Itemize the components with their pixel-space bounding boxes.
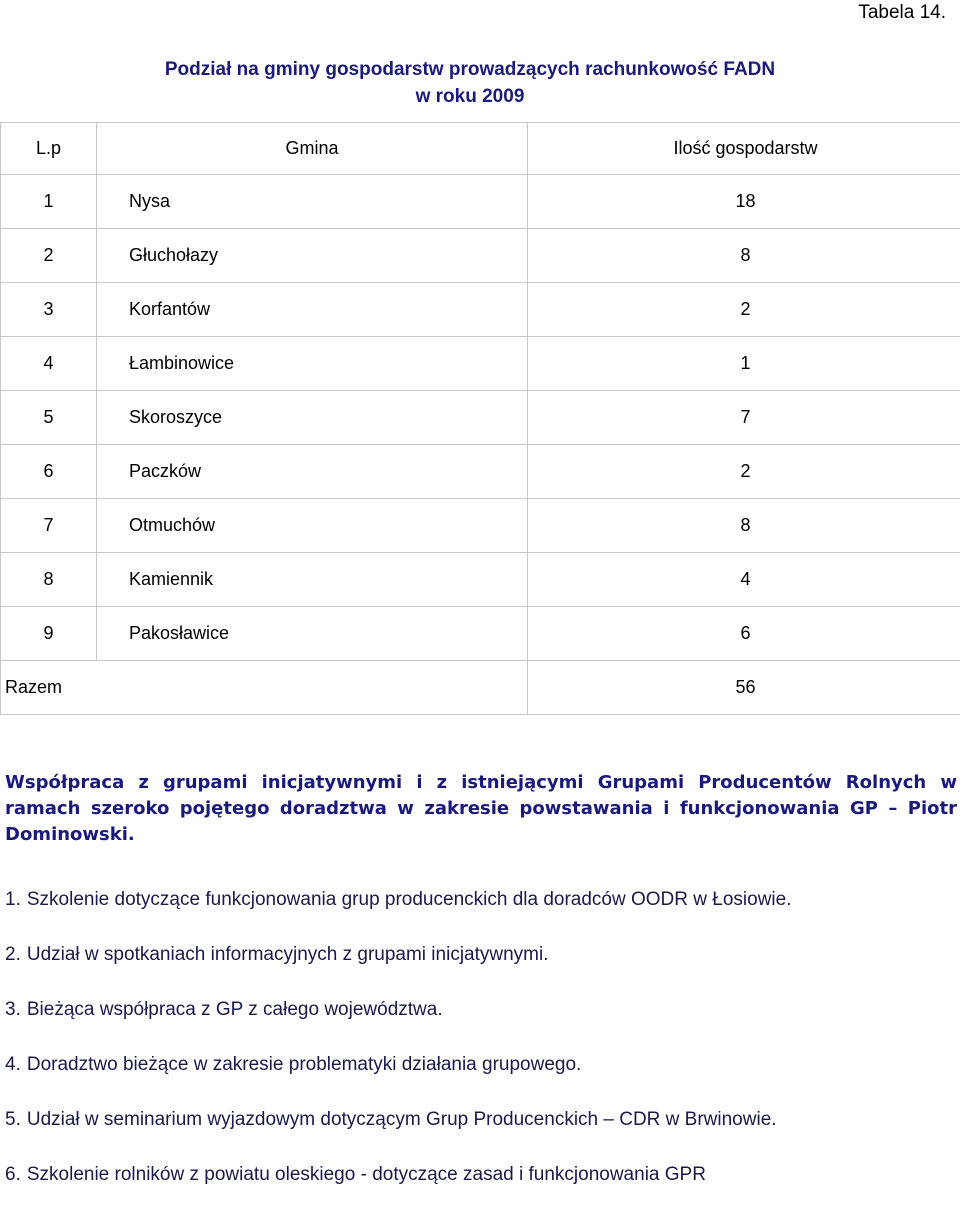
- item-text: Bieżąca współpraca z GP z całego województwa.: [27, 999, 443, 1020]
- cell-lp: 9: [1, 607, 97, 661]
- activity-list: [5, 880, 955, 1210]
- list-item: [5, 935, 955, 990]
- cell-gmina: Pakosławice: [97, 607, 528, 661]
- cell-gmina: Otmuchów: [97, 499, 528, 553]
- cell-ilosc: 1: [528, 337, 960, 391]
- item-number: 5.: [5, 1100, 21, 1140]
- table-row: [1, 283, 960, 337]
- header-gmina: Gmina: [97, 123, 528, 175]
- cell-lp: 8: [1, 553, 97, 607]
- cell-ilosc: 8: [528, 229, 960, 283]
- table-row: [1, 391, 960, 445]
- table-row: [1, 175, 960, 229]
- table-row: [1, 445, 960, 499]
- table-row: [1, 499, 960, 553]
- fadn-farms-table: [0, 122, 960, 715]
- cell-ilosc: 18: [528, 175, 960, 229]
- item-text: Udział w spotkaniach informacyjnych z grupami inicjatywnymi.: [27, 944, 549, 965]
- cell-ilosc: 2: [528, 445, 960, 499]
- cell-lp: 1: [1, 175, 97, 229]
- table-header-row: [1, 123, 960, 175]
- table-number-label: Tabela 14.: [858, 2, 946, 24]
- list-item: [5, 880, 955, 935]
- cell-gmina: Głuchołazy: [97, 229, 528, 283]
- item-number: 1.: [5, 880, 21, 920]
- cell-ilosc: 2: [528, 283, 960, 337]
- list-item: [5, 1100, 955, 1155]
- list-item: [5, 1155, 955, 1210]
- total-label: Razem: [1, 661, 528, 715]
- cell-gmina: Łambinowice: [97, 337, 528, 391]
- total-value: 56: [528, 661, 960, 715]
- header-ilosc: Ilość gospodarstw: [528, 123, 960, 175]
- cell-ilosc: 8: [528, 499, 960, 553]
- table-row: [1, 229, 960, 283]
- cell-lp: 2: [1, 229, 97, 283]
- cell-gmina: Paczków: [97, 445, 528, 499]
- header-lp: L.p: [1, 123, 97, 175]
- item-text: Udział w seminarium wyjazdowym dotyczącym Grup Producenckich – CDR w Brwinowie.: [27, 1109, 777, 1130]
- document-title: [0, 56, 960, 110]
- cell-ilosc: 6: [528, 607, 960, 661]
- item-text: Szkolenie dotyczące funkcjonowania grup producenckich dla doradców OODR w Łosiowie.: [27, 889, 792, 910]
- cell-gmina: Kamiennik: [97, 553, 528, 607]
- item-number: 2.: [5, 935, 21, 975]
- cell-gmina: Korfantów: [97, 283, 528, 337]
- table-row: [1, 553, 960, 607]
- cell-lp: 6: [1, 445, 97, 499]
- item-text: Szkolenie rolników z powiatu oleskiego - dotyczące zasad i funkcjonowania GPR: [27, 1164, 706, 1185]
- table-row: [1, 607, 960, 661]
- title-line-2: w roku 2009: [0, 83, 960, 110]
- cell-lp: 4: [1, 337, 97, 391]
- cell-lp: 3: [1, 283, 97, 337]
- cell-gmina: Skoroszyce: [97, 391, 528, 445]
- section-heading: Współpraca z grupami inicjatywnymi i z istniejącymi Grupami Producentów Rolnych w ramach szeroko pojętego doradztwa w zakresie powstawania i funkcjonowania GP – Piotr Dominowski.: [5, 770, 957, 848]
- table-row: [1, 337, 960, 391]
- cell-lp: 7: [1, 499, 97, 553]
- table-total-row: [1, 661, 960, 715]
- item-text: Doradztwo bieżące w zakresie problematyki działania grupowego.: [27, 1054, 581, 1075]
- cell-ilosc: 4: [528, 553, 960, 607]
- list-item: [5, 990, 955, 1045]
- cell-lp: 5: [1, 391, 97, 445]
- cell-gmina: Nysa: [97, 175, 528, 229]
- list-item: [5, 1045, 955, 1100]
- item-number: 4.: [5, 1045, 21, 1085]
- item-number: 3.: [5, 990, 21, 1030]
- item-number: 6.: [5, 1155, 21, 1195]
- title-line-1: Podział na gminy gospodarstw prowadzących rachunkowość FADN: [0, 56, 960, 83]
- cell-ilosc: 7: [528, 391, 960, 445]
